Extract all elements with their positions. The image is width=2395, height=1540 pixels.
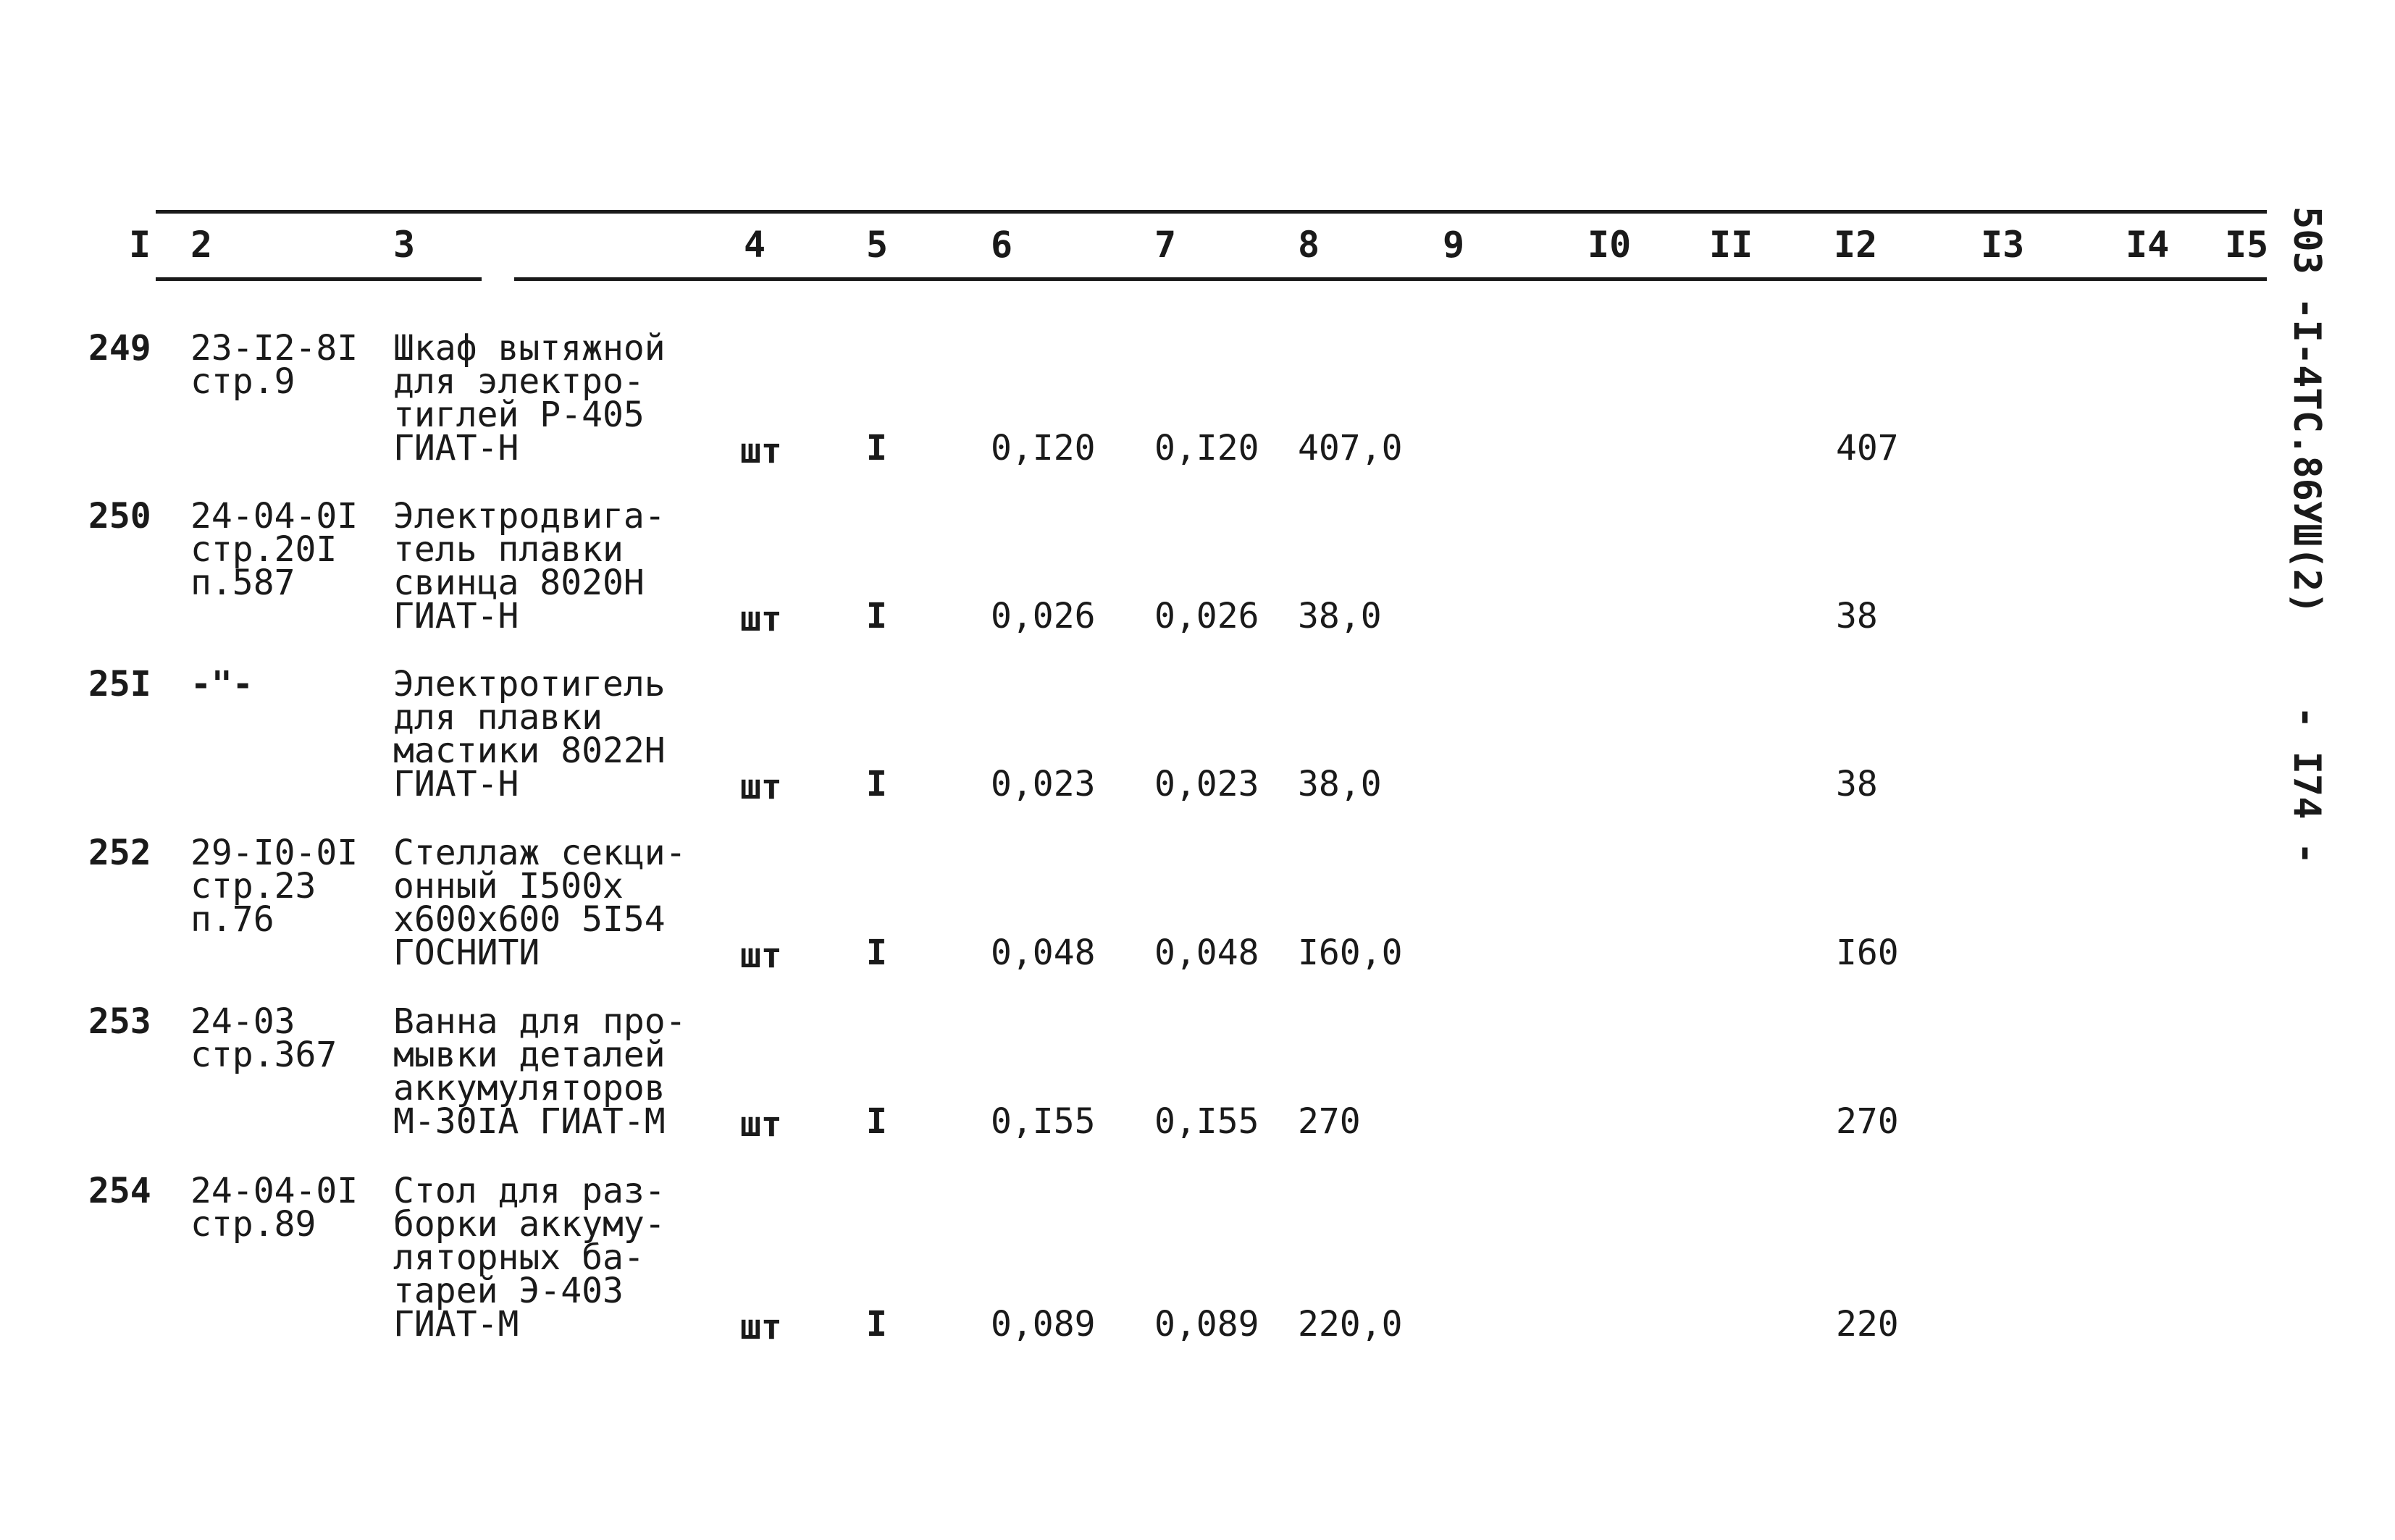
row-number: 254 xyxy=(88,1171,151,1211)
desc-line: М-30IА ГИАТ-М xyxy=(393,1101,666,1142)
row-number: 249 xyxy=(88,328,151,369)
unit-cell: шт xyxy=(740,431,782,471)
desc-line: тарей Э-403 xyxy=(393,1271,624,1311)
qty-cell: I xyxy=(866,933,887,973)
header-col-9: 9 xyxy=(1443,224,1465,266)
col6-cell: 0,089 xyxy=(991,1304,1096,1345)
col7-cell: 0,023 xyxy=(1154,764,1259,804)
ref-line: 24-03 xyxy=(190,1001,295,1042)
desc-line: тиглей Р-405 xyxy=(393,395,645,435)
row-number: 253 xyxy=(88,1001,151,1042)
col8-cell: 407,0 xyxy=(1298,428,1403,468)
desc-line: Шкаф вытяжной xyxy=(393,328,666,369)
desc-line: ГИАТ-М xyxy=(393,1304,519,1345)
desc-line: Электродвига- xyxy=(393,496,666,537)
desc-line: свинца 8020Н xyxy=(393,563,645,603)
col8-cell: I60,0 xyxy=(1298,933,1403,973)
ref-line: 29-I0-0I xyxy=(190,833,358,873)
col6-cell: 0,048 xyxy=(991,933,1096,973)
document-code-label: 503 -I-4ТС.86УШ(2) xyxy=(2285,206,2328,615)
ref-line: стр.9 xyxy=(190,361,295,402)
qty-cell: I xyxy=(866,428,887,468)
desc-line: для плавки xyxy=(393,697,603,738)
header-col-1: I xyxy=(129,224,151,266)
header-col-5: 5 xyxy=(866,224,889,266)
desc-line: мывки деталей xyxy=(393,1035,666,1075)
header-bottom-rule-right xyxy=(514,277,2267,281)
desc-line: ГИАТ-Н xyxy=(393,428,519,468)
header-top-rule xyxy=(156,210,2267,214)
header-col-6: 6 xyxy=(991,224,1013,266)
header-col-10: I0 xyxy=(1587,224,1632,266)
col8-cell: 38,0 xyxy=(1298,596,1382,636)
desc-line: х600х600 5I54 xyxy=(393,899,666,940)
qty-cell: I xyxy=(866,1101,887,1142)
qty-cell: I xyxy=(866,1304,887,1345)
header-col-4: 4 xyxy=(744,224,766,266)
col12-cell: 220 xyxy=(1836,1304,1899,1345)
col7-cell: 0,I20 xyxy=(1154,428,1259,468)
unit-cell: шт xyxy=(740,767,782,807)
col7-cell: 0,089 xyxy=(1154,1304,1259,1345)
unit-cell: шт xyxy=(740,1307,782,1347)
ref-line: стр.20I xyxy=(190,529,337,570)
unit-cell: шт xyxy=(740,599,782,639)
col7-cell: 0,048 xyxy=(1154,933,1259,973)
ref-line: стр.367 xyxy=(190,1035,337,1075)
col7-cell: 0,026 xyxy=(1154,596,1259,636)
col8-cell: 38,0 xyxy=(1298,764,1382,804)
page-number-label: - I74 - xyxy=(2285,706,2328,865)
ref-line: п.76 xyxy=(190,899,274,940)
desc-line: Электротигель xyxy=(393,664,666,704)
desc-line: ГОСНИТИ xyxy=(393,933,540,973)
ref-line: п.587 xyxy=(190,563,295,603)
col6-cell: 0,I20 xyxy=(991,428,1096,468)
desc-line: аккумуляторов xyxy=(393,1068,666,1108)
desc-line: Стеллаж секци- xyxy=(393,833,687,873)
desc-line: мастики 8022Н xyxy=(393,731,666,771)
col7-cell: 0,I55 xyxy=(1154,1101,1259,1142)
col6-cell: 0,026 xyxy=(991,596,1096,636)
qty-cell: I xyxy=(866,764,887,804)
header-col-11: II xyxy=(1709,224,1753,266)
ref-line: стр.89 xyxy=(190,1204,316,1245)
desc-line: онный I500х xyxy=(393,866,624,906)
col12-cell: 38 xyxy=(1836,596,1878,636)
header-col-3: 3 xyxy=(393,224,416,266)
desc-line: ГИАТ-Н xyxy=(393,596,519,636)
col12-cell: 407 xyxy=(1836,428,1899,468)
desc-line: ГИАТ-Н xyxy=(393,764,519,804)
desc-line: борки аккуму- xyxy=(393,1204,666,1245)
unit-cell: шт xyxy=(740,935,782,976)
desc-line: Ванна для про- xyxy=(393,1001,687,1042)
desc-line: для электро- xyxy=(393,361,645,402)
desc-line: Стол для раз- xyxy=(393,1171,666,1211)
ref-line: 24-04-0I xyxy=(190,496,358,537)
desc-line: тель плавки xyxy=(393,529,624,570)
col6-cell: 0,023 xyxy=(991,764,1096,804)
header-col-7: 7 xyxy=(1154,224,1177,266)
col8-cell: 270 xyxy=(1298,1101,1361,1142)
desc-line: ляторных ба- xyxy=(393,1237,645,1278)
header-col-13: I3 xyxy=(1981,224,2025,266)
col6-cell: 0,I55 xyxy=(991,1101,1096,1142)
ref-line: стр.23 xyxy=(190,866,316,906)
header-col-8: 8 xyxy=(1298,224,1320,266)
ref-line: 23-I2-8I xyxy=(190,328,358,369)
col12-cell: 38 xyxy=(1836,764,1878,804)
header-col-12: I2 xyxy=(1834,224,1878,266)
ref-line: -"- xyxy=(190,664,253,704)
col12-cell: I60 xyxy=(1836,933,1899,973)
header-bottom-rule-left xyxy=(156,277,482,281)
row-number: 252 xyxy=(88,833,151,873)
unit-cell: шт xyxy=(740,1104,782,1145)
col12-cell: 270 xyxy=(1836,1101,1899,1142)
ref-line: 24-04-0I xyxy=(190,1171,358,1211)
header-col-2: 2 xyxy=(190,224,213,266)
row-number: 250 xyxy=(88,496,151,537)
col8-cell: 220,0 xyxy=(1298,1304,1403,1345)
qty-cell: I xyxy=(866,596,887,636)
header-col-14: I4 xyxy=(2126,224,2170,266)
row-number: 25I xyxy=(88,664,151,704)
header-col-15: I5 xyxy=(2225,224,2269,266)
